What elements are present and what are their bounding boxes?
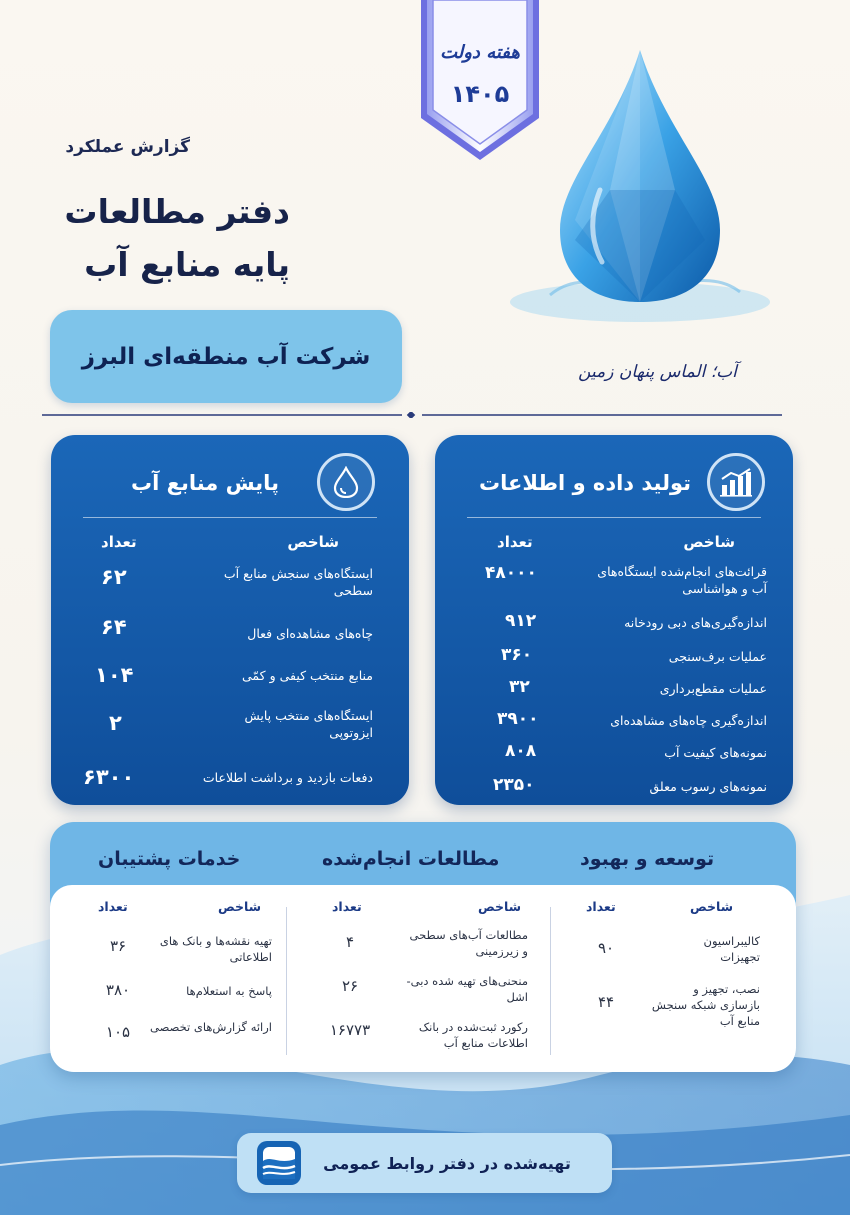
col-header-indicator: شاخص bbox=[478, 899, 522, 914]
list-item-count: ۴۴ bbox=[597, 993, 615, 1011]
list-item: مطالعات آب‌های سطحی و زیرزمینی bbox=[409, 928, 528, 958]
col-header-indicator: شاخص bbox=[287, 533, 339, 551]
list-item-count: ۱۶۷۷۳ bbox=[329, 1021, 371, 1039]
company-banner: شرکت آب منطقه‌ای البرز bbox=[50, 310, 402, 403]
water-logo-icon bbox=[257, 1141, 301, 1185]
list-item: رکورد ثبت‌شده در بانک اطلاعات منابع آب bbox=[418, 1020, 528, 1050]
table-row: چاه‌های مشاهده‌ای فعال ۶۴ bbox=[101, 615, 373, 641]
table-row: عملیات مقطع‌برداری ۳۲ bbox=[509, 677, 767, 697]
card-rule bbox=[467, 517, 761, 518]
table-row: دفعات بازدید و برداشت اطلاعات ۶۳۰۰ bbox=[83, 765, 373, 789]
page-title-line2: پایه منابع آب bbox=[84, 245, 290, 284]
ribbon-year: ۱۴۰۵ bbox=[450, 80, 510, 108]
list-item-count: ۴ bbox=[345, 933, 355, 951]
table-row: ایستگاه‌های منتخب پایش ایزوتوپی ۲ bbox=[109, 708, 373, 740]
monitoring-card bbox=[51, 435, 409, 805]
section-title-development: توسعه و بهبود bbox=[580, 848, 715, 870]
table-row: ایستگاه‌های سنجش منابع آب سطحی ۶۲ bbox=[101, 565, 373, 598]
water-drop-icon bbox=[317, 453, 375, 511]
col-header-count: تعداد bbox=[101, 533, 137, 551]
col-header-count: تعداد bbox=[586, 899, 616, 914]
list-item: پاسخ به استعلام‌ها bbox=[186, 984, 272, 998]
list-item-count: ۱۰۵ bbox=[105, 1023, 131, 1041]
table-row: نمونه‌های کیفیت آب ۸۰۸ bbox=[505, 741, 767, 761]
services-table bbox=[50, 885, 796, 1072]
bar-chart-icon bbox=[707, 453, 765, 511]
col-header-count: تعداد bbox=[497, 533, 533, 551]
table-row: منابع منتخب کیفی و کمّی ۱۰۴ bbox=[95, 663, 373, 687]
column-divider bbox=[286, 907, 287, 1055]
col-header-indicator: شاخص bbox=[218, 899, 262, 914]
monitoring-card-title: پایش منابع آب bbox=[131, 471, 279, 495]
footer-text: تهیه‌شده در دفتر روابط عمومی bbox=[323, 1153, 571, 1173]
list-item: تهیه نقشه‌ها و بانک های اطلاعاتی bbox=[159, 934, 272, 964]
col-header-indicator: شاخص bbox=[690, 899, 734, 914]
col-header-count: تعداد bbox=[332, 899, 362, 914]
column-divider bbox=[550, 907, 551, 1055]
data-production-card bbox=[435, 435, 793, 805]
water-drop-illustration bbox=[490, 40, 790, 340]
table-row: اندازه‌گیری‌های دبی رودخانه ۹۱۲ bbox=[505, 611, 767, 631]
list-item: کالیبراسیون تجهیزات bbox=[703, 934, 760, 964]
section-divider bbox=[42, 412, 782, 418]
table-row: قرائت‌های انجام‌شده ایستگاه‌های آب و هواشناسی ۴۸۰۰۰ bbox=[485, 563, 767, 596]
list-item-count: ۲۶ bbox=[341, 977, 359, 995]
list-item-count: ۹۰ bbox=[597, 939, 615, 957]
list-item: نصب، تجهیز و بازسازی شبکه سنجش منابع آب bbox=[651, 982, 760, 1028]
table-row: عملیات برف‌سنجی ۳۶۰ bbox=[501, 645, 767, 665]
list-item: منحنی‌های تهیه شده دبی-اشل bbox=[406, 974, 528, 1004]
footer-bar bbox=[237, 1133, 612, 1193]
list-item-count: ۳۶ bbox=[109, 937, 127, 955]
table-row: اندازه‌گیری چاه‌های مشاهده‌ای ۳۹۰۰ bbox=[497, 709, 767, 729]
col-header-count: تعداد bbox=[98, 899, 128, 914]
services-panel bbox=[50, 822, 796, 1072]
ribbon-line1: هفته دولت bbox=[440, 42, 520, 63]
section-title-studies: مطالعات انجام‌شده bbox=[322, 848, 500, 870]
list-item-count: ۳۸۰ bbox=[105, 981, 131, 999]
section-title-support: خدمات پشتیبان bbox=[98, 848, 241, 870]
tagline: آب؛ الماس پنهان زمین bbox=[578, 362, 737, 382]
col-header-indicator: شاخص bbox=[683, 533, 735, 551]
card-rule bbox=[83, 517, 377, 518]
table-row: نمونه‌های رسوب معلق ۲۳۵۰ bbox=[493, 775, 767, 795]
page-title-line1: دفتر مطالعات bbox=[64, 192, 290, 231]
report-subtitle: گزارش عملکرد bbox=[65, 137, 190, 157]
data-production-card-title: تولید داده و اطلاعات bbox=[479, 471, 692, 495]
list-item: ارائه گزارش‌های تخصصی bbox=[150, 1020, 272, 1034]
